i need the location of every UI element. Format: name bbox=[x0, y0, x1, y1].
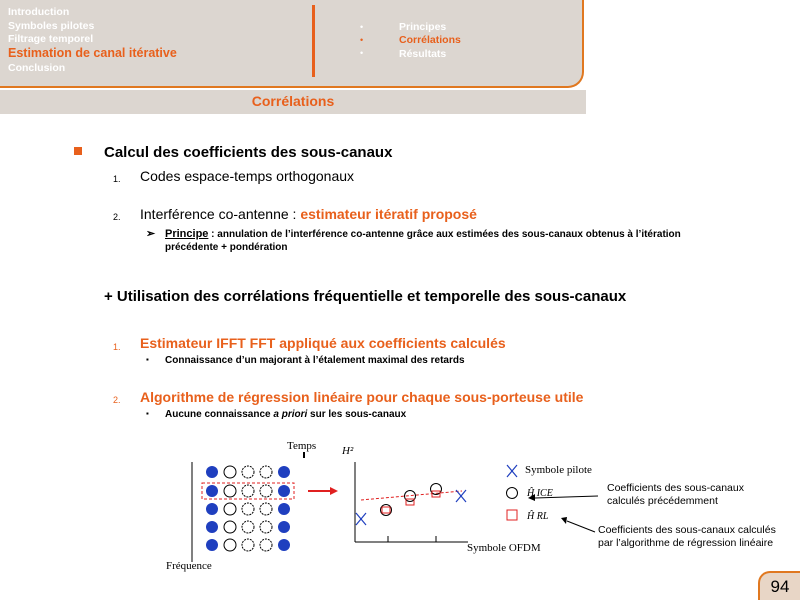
data-cell bbox=[260, 503, 272, 515]
slide-title: Corrélations bbox=[251, 93, 335, 109]
data-cell bbox=[260, 466, 272, 478]
data-cell bbox=[224, 466, 236, 478]
square-bullet-icon: ▪ bbox=[146, 409, 149, 418]
pilot-cell bbox=[278, 503, 290, 515]
ofdm-symbol-label: Symbole OFDM bbox=[467, 542, 541, 554]
principle-line: Principe : annulation de l’interférence co-antenne grâce aux estimées des sous-canaux obtenus à l’itération bbox=[165, 228, 681, 240]
estimator-title: Estimateur IFFT FFT appliqué aux coefficients calculés bbox=[140, 335, 506, 351]
item-number: 1. bbox=[113, 174, 121, 184]
item-text: Interférence co-antenne : estimateur itératif proposé bbox=[140, 206, 477, 222]
pilot-cell bbox=[206, 466, 218, 478]
legend-ice-label: Ĥ ICE bbox=[527, 488, 553, 499]
subnav-item-resultats[interactable]: Résultats bbox=[399, 48, 447, 60]
algorithm-note: Aucune connaissance a priori sur les sous-canaux bbox=[165, 409, 407, 420]
pilot-cell bbox=[278, 485, 290, 497]
legend-rl-icon bbox=[507, 510, 517, 520]
item-number: 2. bbox=[113, 395, 121, 405]
pilot-cell bbox=[278, 521, 290, 533]
algorithm-title: Algorithme de régression linéaire pour chaque sous-porteuse utile bbox=[140, 389, 584, 405]
nav-item-filtrage-temporel[interactable]: Filtrage temporel bbox=[8, 33, 94, 45]
note-regression-line1: Coefficients des sous-canaux calculés bbox=[598, 524, 776, 536]
principle-line2: précédente + pondération bbox=[165, 242, 288, 253]
temps-label: Temps bbox=[287, 440, 317, 452]
legend-pilot-icon bbox=[507, 465, 517, 477]
page-number: 94 bbox=[758, 571, 800, 600]
subnav-item-principes[interactable]: Principes bbox=[399, 21, 447, 33]
secondary-heading: + Utilisation des corrélations fréquentielle et temporelle des sous-canaux bbox=[104, 288, 627, 305]
note-previous-line2: calculés précédemment bbox=[607, 495, 718, 507]
legend-pilot-label: Symbole pilote bbox=[525, 464, 592, 476]
item-number: 2. bbox=[113, 212, 121, 222]
data-cell bbox=[224, 503, 236, 515]
legend-rl-label: Ĥ RL bbox=[527, 511, 549, 522]
data-cell bbox=[242, 521, 254, 533]
header-separator bbox=[312, 5, 315, 77]
y-axis-label: H² bbox=[342, 445, 354, 457]
subcarrier-grid bbox=[206, 466, 290, 551]
nav-item-introduction[interactable]: Introduction bbox=[8, 6, 70, 18]
highlight-text: estimateur itératif proposé bbox=[300, 206, 477, 222]
data-cell bbox=[260, 485, 272, 497]
arrow-bullet-icon: ➢ bbox=[146, 228, 156, 240]
rl-coefficient bbox=[382, 507, 390, 513]
nav-item-estimation-canal-iterative[interactable]: Estimation de canal itérative bbox=[8, 46, 177, 60]
pilot-cell bbox=[206, 539, 218, 551]
principle-label: Principe bbox=[165, 228, 209, 240]
nav-item-symboles-pilotes[interactable]: Symboles pilotes bbox=[8, 20, 95, 32]
data-cell bbox=[242, 485, 254, 497]
subnav-bullet: • bbox=[360, 35, 364, 45]
frequence-label: Fréquence bbox=[166, 560, 212, 572]
note-regression-line2: par l’algorithme de régression linéaire bbox=[598, 537, 774, 549]
subnav-bullet: • bbox=[360, 22, 364, 32]
pilot-cell bbox=[206, 503, 218, 515]
data-cell bbox=[224, 521, 236, 533]
pilot-cell bbox=[206, 521, 218, 533]
estimator-note: Connaissance d’un majorant à l’étalement maximal des retards bbox=[165, 355, 465, 366]
data-cell bbox=[260, 539, 272, 551]
data-cell bbox=[224, 539, 236, 551]
arrow-head-icon bbox=[330, 487, 338, 495]
subnav-item-correlations[interactable]: Corrélations bbox=[399, 34, 461, 46]
subnav-bullet: • bbox=[360, 48, 364, 58]
data-cell bbox=[242, 466, 254, 478]
note-previous-line1: Coefficients des sous-canaux bbox=[607, 482, 744, 494]
pilot-cell bbox=[278, 539, 290, 551]
main-heading: Calcul des coefficients des sous-canaux bbox=[104, 144, 393, 161]
bullet-square-icon bbox=[74, 147, 82, 155]
data-cell bbox=[260, 521, 272, 533]
note-pointer bbox=[567, 521, 595, 532]
square-bullet-icon: ▪ bbox=[146, 355, 149, 364]
item-text: Codes espace-temps orthogonaux bbox=[140, 168, 355, 184]
correlation-figure bbox=[150, 436, 800, 600]
data-cell bbox=[224, 485, 236, 497]
pilot-cell bbox=[278, 466, 290, 478]
pilot-cell bbox=[206, 485, 218, 497]
data-cell bbox=[242, 503, 254, 515]
item-number: 1. bbox=[113, 342, 121, 352]
legend-ice-icon bbox=[507, 488, 518, 499]
data-cell bbox=[242, 539, 254, 551]
nav-item-conclusion[interactable]: Conclusion bbox=[8, 62, 66, 74]
